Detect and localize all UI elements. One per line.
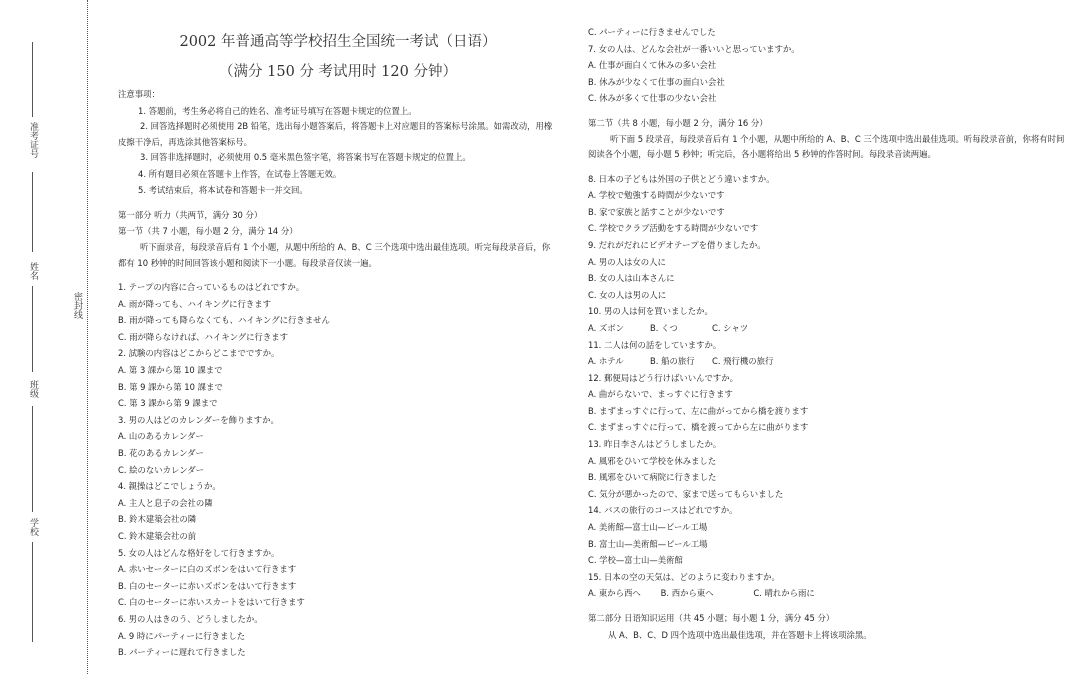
question: 2. 試験の内容はどこからどこまでですか。 — [118, 348, 280, 359]
notice-heading: 注意事项： — [118, 89, 160, 99]
q7-option-c: C. 休みが多くて仕事の少ない会社 — [588, 93, 717, 104]
q7-option-a: A. 仕事が面白くて休みの多い会社 — [588, 60, 717, 71]
question-option: C. 飛行機の旅行 — [712, 356, 774, 367]
right-question-list-2 — [588, 370, 1066, 569]
question-option: B. くつ — [650, 322, 678, 333]
name-label: 姓名 — [28, 262, 38, 280]
question: 13. 昨日李さんはどうしましたか。 — [588, 439, 722, 450]
question-option: B. 花のあるカレンダー — [118, 448, 204, 458]
exam-number-line — [32, 42, 33, 117]
question-option: A. 主人と息子の会社の隣 — [118, 497, 213, 508]
left-question-list — [118, 279, 558, 661]
part2-instruction: 从 A、B、C、D 四个选项中选出最佳选项，并在答题卡上将该项涂黑。 — [608, 629, 872, 640]
part1-section1-instruction: 听下面录音，每段录音后有 1 个小题，从题中所给的 A、B、C 三个选项中选出最佳选项。听完每段录音后，你都有 10 秒钟的时间回答该小题和阅读下一小题。每段录音仅读一遍。 — [118, 242, 551, 268]
part1-section1-heading: 第一节（共 7 小题，每小题 2 分，满分 14 分） — [118, 226, 298, 237]
notice-item-4: 4. 所有题目必须在答题卡上作答，在试卷上答题无效。 — [138, 168, 342, 179]
q15-options — [588, 585, 1066, 602]
notice-item-3: 3. 回答非选择题时，必须使用 0.5 毫米黑色签字笔，将答案书写在答题卡规定的位置上。 — [140, 152, 471, 163]
inline-options — [588, 353, 1066, 370]
right-column — [588, 0, 1066, 643]
question-option: C. 第 3 課から第 9 課まで — [118, 398, 218, 409]
question: 8. 日本の子どもは外国の子供とどう違いますか。 — [588, 173, 775, 184]
question-option: B. パーティーに遅れて行きました — [118, 647, 246, 658]
question-option: C. まずまっすぐに行って、橋を渡ってから左に曲がります — [588, 422, 809, 433]
exam-number-line-2 — [32, 172, 33, 252]
seal-line-label: 密封线 — [72, 292, 82, 319]
question-option: B. 雨が降っても降らなくても、ハイキングに行きません — [118, 315, 330, 326]
question-option: B. 白のセーターに赤いズボンをはいて行きます — [118, 580, 297, 591]
q7-question: 7. 女の人は、どんな会社が一番いいと思っていますか。 — [588, 43, 800, 54]
right-question-list-1 — [588, 171, 1066, 304]
question-option: B. まずまっすぐに行って、左に曲がってから橋を渡ります — [588, 405, 809, 416]
question-option: B. 船の旅行 — [650, 356, 695, 367]
exam-subtitle: （满分 150 分 考试用时 120 分钟） — [219, 64, 457, 80]
notice-item-2: 2. 回答选择题时必须使用 2B 铅笔，选出每小题答案后，将答题卡上对应题目的答案标号涂黑。如需改动，用橡皮擦干净后，再选涂其他答案标号。 — [118, 121, 553, 147]
question-option: B. 女の人は山本さんに — [588, 273, 675, 284]
inline-options — [588, 320, 1066, 337]
exam-title: 2002 年普通高等学校招生全国统一考试（日语） — [179, 34, 497, 50]
q6-option-c: C. パーティーに行きませんでした — [588, 27, 716, 37]
q15-option-b: B. 西から東へ — [660, 588, 714, 599]
question-option: A. ズボン — [588, 322, 625, 333]
question-option: A. ホテル — [588, 356, 624, 367]
question-option: B. 風邪をひいて病院に行きました — [588, 472, 717, 483]
question-option: A. 9 時にパーティーに行きました — [118, 630, 246, 641]
notice-item-1: 1. 答题前，考生务必将自己的姓名、准考证号填写在答题卡规定的位置上。 — [138, 105, 417, 116]
question: 6. 男の人はきのう、どうしましたか。 — [118, 613, 263, 624]
question: 9. だれがだれにビデオテープを借りましたか。 — [588, 239, 766, 250]
inline-question-list — [588, 303, 1066, 369]
question-option: A. 山のあるカレンダー — [118, 431, 204, 442]
question: 12. 郵便局はどう行けばいいんですか。 — [588, 372, 738, 383]
notice-item-5: 5. 考试结束后，将本试卷和答题卡一并交回。 — [138, 185, 308, 196]
class-line — [32, 406, 33, 512]
question: 1. テープの内容に合っているものはどれですか。 — [118, 282, 305, 293]
question: 10. 男の人は何を買いましたか。 — [588, 306, 713, 317]
question-option: B. 富士山—美術館—ビール工場 — [588, 538, 708, 549]
question: 4. 親操はどこでしょうか。 — [118, 481, 221, 492]
binding-margin — [0, 0, 92, 674]
school-line — [32, 542, 33, 642]
question-option: C. 女の人は男の人に — [588, 289, 667, 300]
question-option: A. 男の人は女の人に — [588, 256, 666, 267]
question-option: C. 白のセーターに赤いスカートをはいて行きます — [118, 597, 305, 608]
part1-section2-instruction: 听下面 5 段录音，每段录音后有 1 个小题，从题中所给的 A、B、C 三个选项中选出最佳选项。听每段录音前，你将有时间阅读各个小题，每小题 5 秒钟；听完后，各小题将给出 5 秒钟的作答时间。每段录音读两遍。 — [588, 133, 1065, 160]
question: 14. バスの旅行のコースはどれですか。 — [588, 505, 738, 516]
left-column — [118, 0, 558, 661]
question-option: A. 曲がらないで、まっすぐに行きます — [588, 389, 733, 400]
q7-option-b: B. 休みが少なくて仕事の面白い会社 — [588, 76, 725, 87]
question-option: A. 風邪をひいて学校を休みました — [588, 455, 717, 466]
question-option: B. 家で家族と話すことが少ないです — [588, 206, 725, 217]
question-option: B. 鈴木建築会社の隣 — [118, 514, 197, 525]
question-option: C. シャツ — [712, 322, 749, 333]
q15-option-a: A. 東から西へ — [588, 588, 641, 599]
question-option: C. 絵のないカレンダー — [118, 464, 205, 475]
question: 3. 男の人はどのカレンダーを飾りますか。 — [118, 414, 279, 425]
question-option: C. 鈴木建築会社の前 — [118, 530, 197, 541]
question-option: C. 学校—富士山—美術館 — [588, 555, 683, 566]
question-option: A. 雨が降っても、ハイキングに行きます — [118, 298, 272, 309]
seal-dotted-line — [87, 0, 88, 674]
question: 5. 女の人はどんな格好をして行きますか。 — [118, 547, 280, 558]
class-label: 班级 — [28, 380, 38, 398]
question: 11. 二人は何の話をしていますか。 — [588, 339, 722, 350]
question-option: C. 学校でクラブ活動をする時間が少ないです — [588, 223, 759, 234]
question-option: A. 赤いセーターに白のズボンをはいて行きます — [118, 564, 297, 575]
question-option: C. 雨が降らなければ、ハイキングに行きます — [118, 331, 289, 342]
question-option: C. 気分が悪かったので、家まで送ってもらいました — [588, 488, 784, 499]
name-line — [32, 286, 33, 372]
part2-heading: 第二部分 日语知识运用（共 45 小题；每小题 1 分，满分 45 分） — [588, 613, 835, 623]
question-option: B. 第 9 課から第 10 課まで — [118, 381, 223, 392]
part1-heading: 第一部分 听力（共两节，满分 30 分） — [118, 209, 263, 220]
question-option: A. 第 3 課から第 10 課まで — [118, 365, 223, 376]
question-option: A. 学校で勉強する時間が少ないです — [588, 190, 725, 201]
q15-question: 15. 日本の空の天気は、どのように変わりますか。 — [588, 571, 780, 582]
exam-number-label: 准考证号 — [28, 122, 38, 158]
question-option: A. 美術館—富士山—ビール工場 — [588, 522, 708, 533]
q15-option-c: C. 晴れから雨に — [753, 588, 815, 599]
part1-section2-heading: 第二节（共 8 小题，每小题 2 分，满分 16 分） — [588, 117, 768, 128]
school-label: 学校 — [28, 518, 38, 536]
